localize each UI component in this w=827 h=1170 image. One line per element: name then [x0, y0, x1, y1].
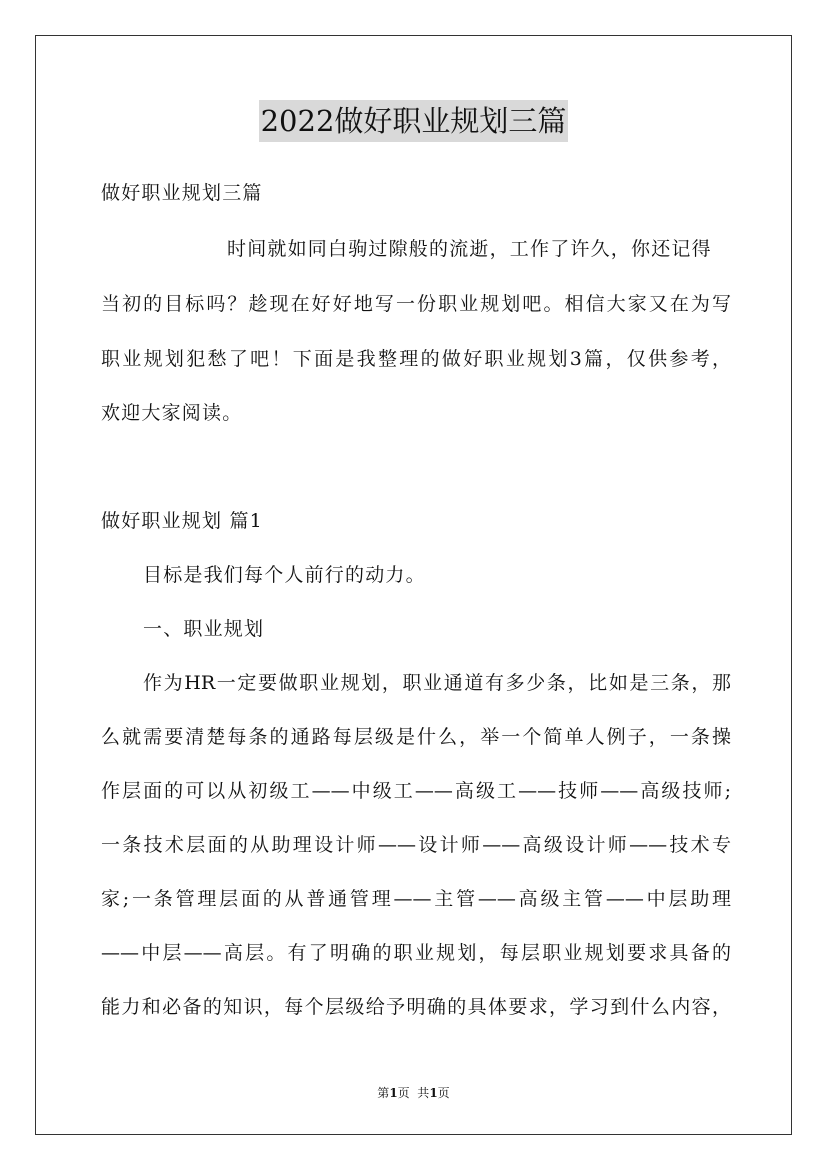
body-line-4: 一条技术层面的从助理设计师——设计师——高级设计师——技术专	[101, 834, 731, 856]
body-line-3: 作层面的可以从初级工——中级工——高级工——技师——高级技师;	[101, 780, 731, 802]
body-line-5: 家;一条管理层面的从普通管理——主管——高级主管——中层助理	[101, 888, 731, 910]
footer-page-total: 1	[429, 1086, 438, 1100]
body-line-2: 么就需要清楚每条的通路每层级是什么，举一个简单人例子，一条操	[101, 726, 731, 748]
document-title: 2022做好职业规划三篇	[259, 100, 569, 142]
intro-line-2: 当初的目标吗？趁现在好好地写一份职业规划吧。相信大家又在为写	[101, 293, 731, 315]
body-line-1: 作为HR一定要做职业规划，职业通道有多少条，比如是三条，那	[143, 672, 731, 694]
body-line-7: 能力和必备的知识，每个层级给予明确的具体要求，学习到什么内容，	[101, 996, 731, 1018]
footer-prefix: 第	[377, 1086, 390, 1100]
footer-suffix: 页	[437, 1086, 450, 1100]
page-footer	[0, 1084, 827, 1101]
footer-mid: 页 共	[397, 1086, 430, 1100]
goal-line: 目标是我们每个人前行的动力。	[143, 564, 426, 586]
sub-heading: 一、职业规划	[143, 618, 265, 640]
footer-page-current: 1	[389, 1086, 398, 1100]
intro-line-4: 欢迎大家阅读。	[101, 402, 243, 424]
body-line-6: ——中层——高层。有了明确的职业规划，每层职业规划要求具备的	[101, 942, 731, 964]
intro-line-3: 职业规划犯愁了吧！下面是我整理的做好职业规划3篇，仅供参考，	[101, 348, 731, 370]
intro-line-1: 时间就如同白驹过隙般的流逝，工作了许久，你还记得	[227, 238, 712, 260]
document-subtitle: 做好职业规划三篇	[101, 182, 263, 204]
section-heading: 做好职业规划 篇1	[101, 510, 263, 532]
title-container	[0, 100, 827, 142]
